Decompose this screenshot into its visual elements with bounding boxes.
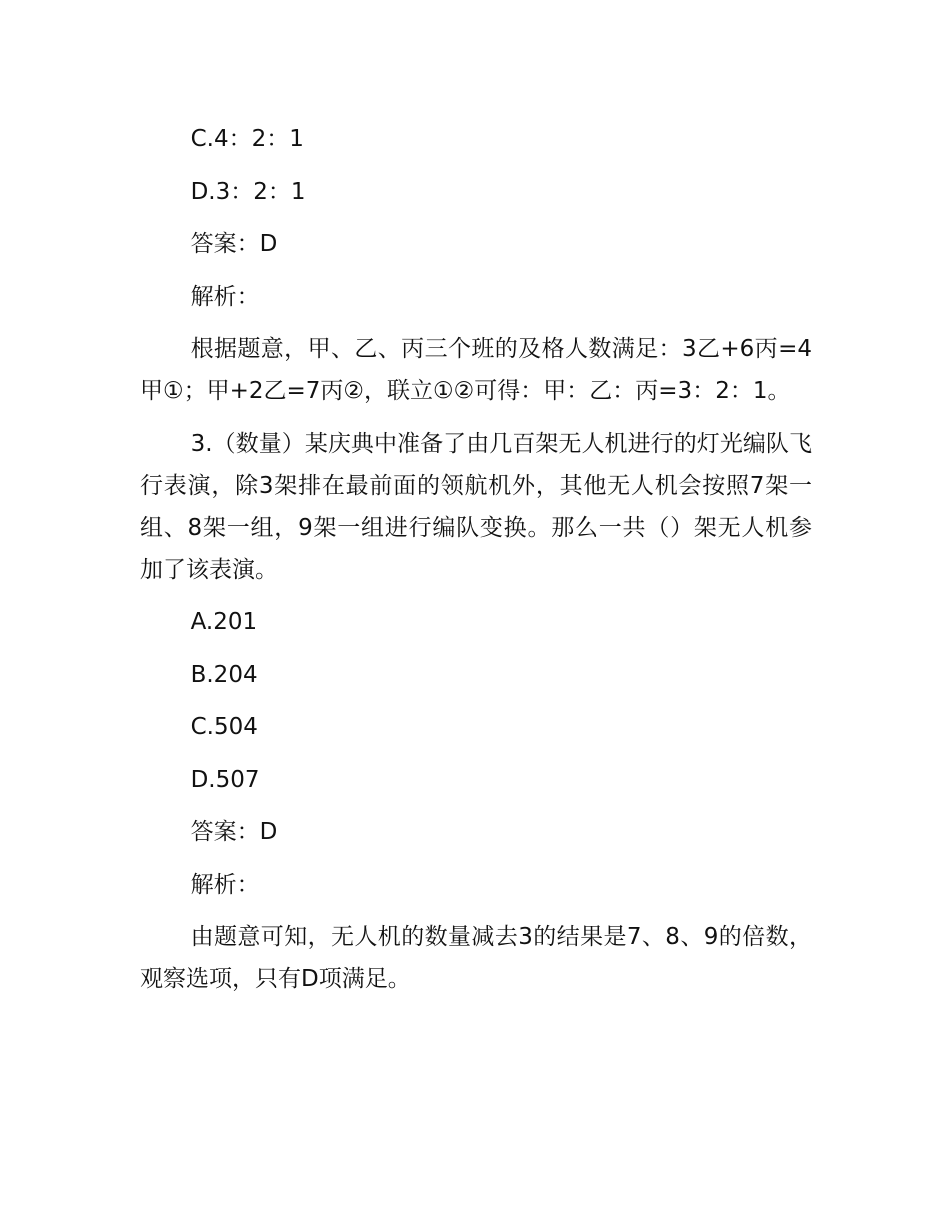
option-c: C.4：2：1	[190, 126, 304, 152]
document-body	[140, 118, 812, 1011]
question-text: 3.（数量）某庆典中准备了由几百架无人机进行的灯光编队飞行表演，除3架排在最前面的领航机外，其他无人机会按照7架一组、8架一组，9架一组进行编队变换。那么一共（）架无人机参加了该表演。	[140, 430, 812, 583]
analysis-label: 解析：	[190, 283, 260, 310]
analysis-text: 根据题意，甲、乙、丙三个班的及格人数满足：3乙+6丙=4甲①；甲+2乙=7丙②，联立①②可得：甲：乙：丙=3：2：1。	[140, 336, 812, 404]
option-a: A.201	[190, 609, 258, 635]
option-c: C.504	[190, 714, 258, 740]
analysis-label: 解析：	[190, 871, 260, 898]
option-d: D.3：2：1	[190, 178, 306, 205]
option-b: B.204	[190, 661, 258, 688]
answer-line: 答案：D	[190, 231, 278, 257]
analysis-text: 由题意可知，无人机的数量减去3的结果是7、8、9的倍数，观察选项，只有D项满足。	[140, 924, 812, 992]
option-d: D.507	[190, 766, 260, 793]
answer-line: 答案：D	[190, 819, 278, 845]
